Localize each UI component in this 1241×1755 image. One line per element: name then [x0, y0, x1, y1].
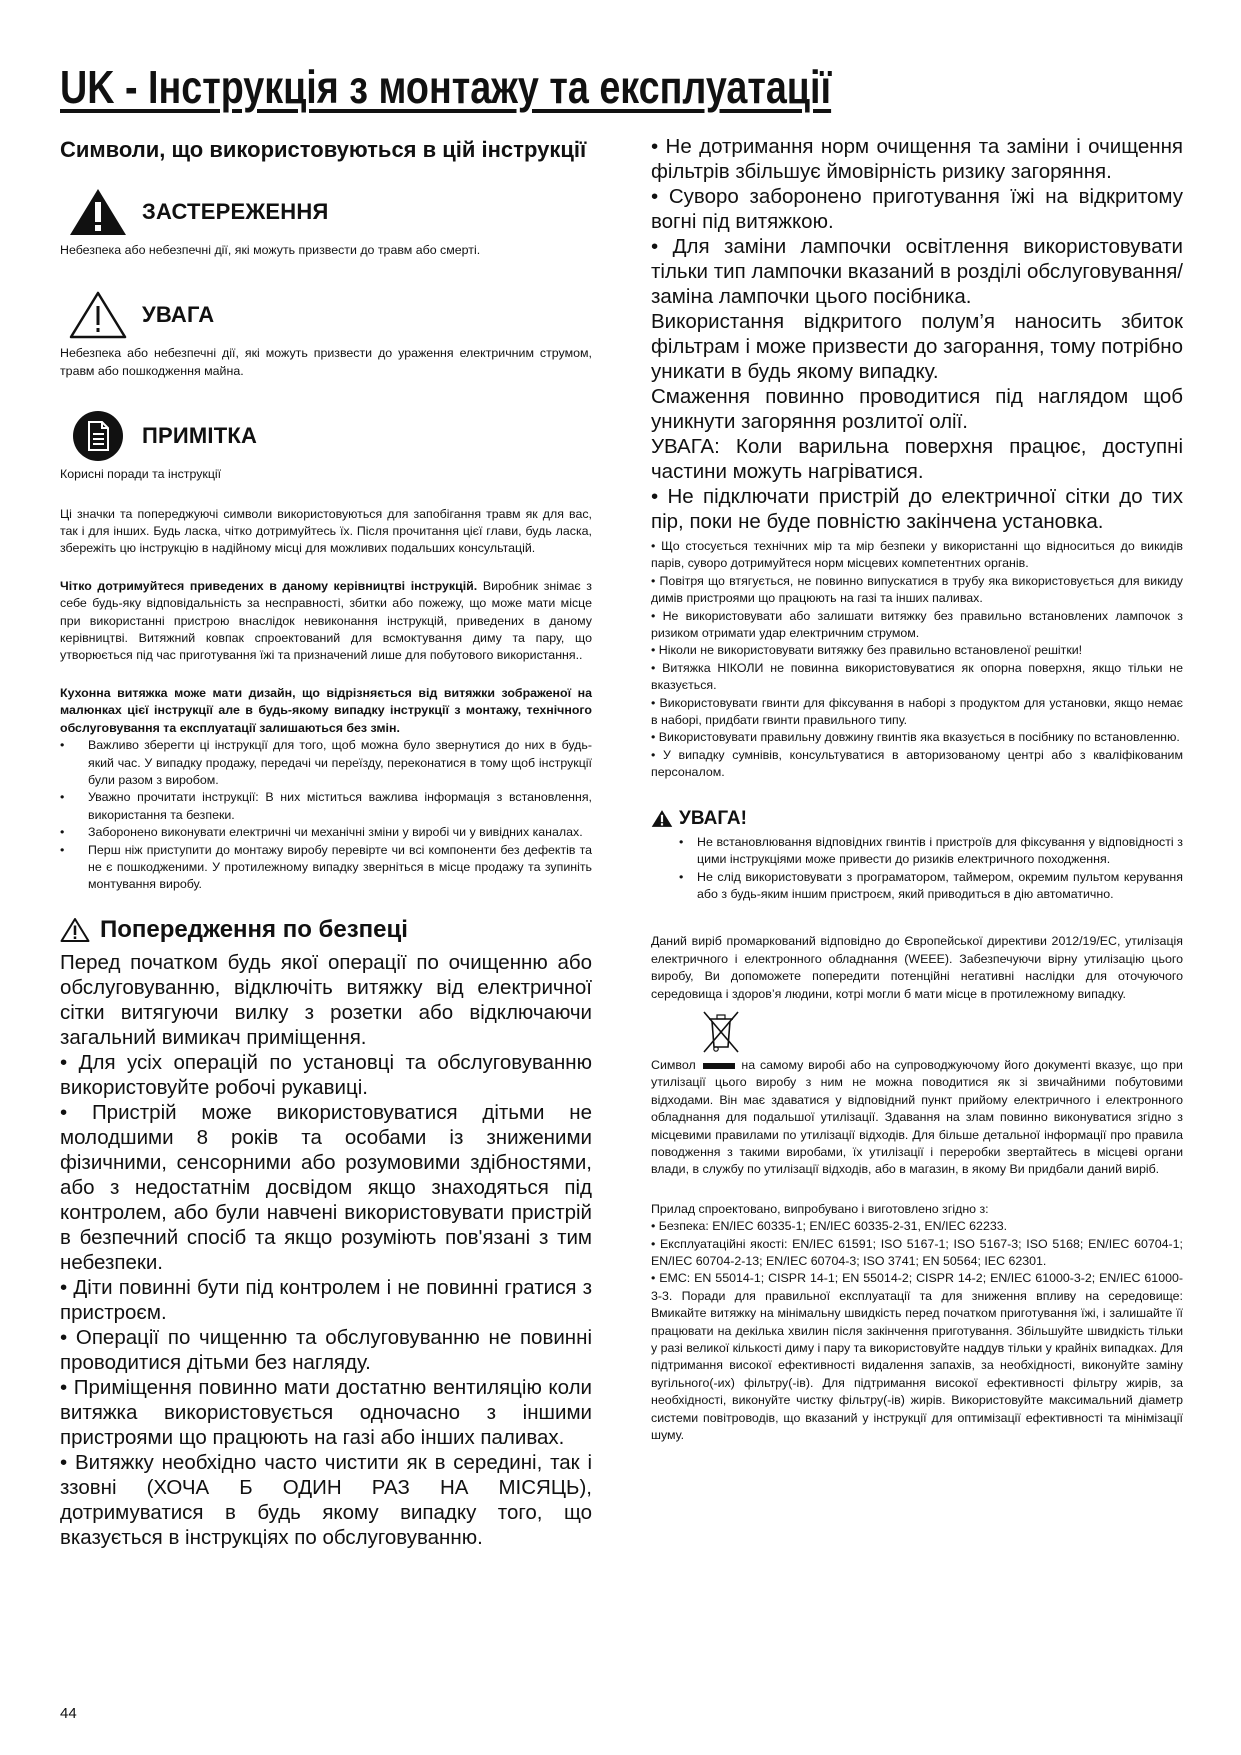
standards-line: • Безпека: EN/IEC 60335-1; EN/IEC 60335-2-31, EN/IEC 62233. — [651, 1219, 1008, 1234]
safety-heading-row — [60, 916, 592, 944]
standards-block — [651, 1201, 1183, 1445]
warning-triangle-filled-icon — [651, 809, 673, 828]
symbol-label-note: ПРИМІТКА — [142, 423, 258, 449]
safety-paragraph: • Витяжку необхідно часто чистити як в середині, так і ззовні (ХОЧА Б ОДИН РАЗ НА МІСЯЦЬ), дотримуватися в будь якому випадку того, що вказується в інструкціях по обслуговуванню. — [60, 1450, 592, 1549]
general-bullets — [60, 737, 592, 894]
safety-paragraph: Смаження повинно проводитися під наглядом щоб уникнути загоряння розлитої олії. — [651, 385, 1183, 433]
standards-line: • EMC: EN 55014-1; CISPR 14-1; EN 55014-2; CISPR 14-2; EN/IEC 61000-3-2; EN/IEC 61000-3-3. Поради для правильної експлуатації та для зниження впливу на середовище: Вмикайте витяжку на мінімальну швидкість перед початком приготування їжі, і залишайте її працювати на декілька хвилин після закінчення приготування. Збільшуйте швидкість тільки у разі великої кількості диму і пару та використовуйте наддув тільки у крайніх випадках. Для підтримання високої ефективності видалення запахів, за необхідності, виконуйте заміну вугільного(-их) фільтру(-ів). Для підтримання високої ефективності фільтру жирів, за необхідності, виконуйте чистку фільтру(-ів) жирів. Використовуйте максимальний діаметр системи повітроводів, що вказаний у інструкції для оптимізації ефективності та мінімізації шуму. — [651, 1271, 1183, 1443]
weee-paragraph: Даний виріб промаркований відповідно до Європейської директиви 2012/19/EC, утилізація електричного і електронного обладнання (WEEE). Забезпечуючи вірну утилізацію цього виробу, Ви допоможете попередити потенційні негативні наслідки для оточуючого середовища і здоров’я людини, котрі могли б мати місце в протилежному випадку. — [651, 934, 1183, 1001]
safety-small-paragraph: • Ніколи не використовувати витяжку без правильно встановленої решітки! — [651, 643, 1083, 658]
warning-triangle-outline-icon — [68, 289, 128, 341]
black-bar-icon — [703, 1063, 735, 1069]
symbol-desc-danger: Небезпека або небезпечні дії, які можуть призвести до травм або смерті. — [60, 243, 481, 257]
symbol-word: Символ — [651, 1057, 696, 1072]
warning-bullets — [651, 834, 1183, 904]
safety-left-text — [60, 950, 592, 1550]
safety-paragraph: УВАГА: Коли варильна поверхня працює, доступні частини можуть нагріватися. — [651, 435, 1183, 483]
symbol-label-caution: УВАГА — [142, 302, 215, 328]
safety-paragraph: • Операції по чищенню та обслуговуванню не повинні проводитися дітьми без нагляду. — [60, 1325, 592, 1374]
standards-line: • Експлуатаційні якості: EN/IEC 61591; ISO 5167-1; ISO 5167-3; ISO 5168; EN/IEC 60704-1; EN/IEC 60704-2-13; EN/IEC 60704-3; ISO 3741; EN 50564; IEC 62301. — [651, 1236, 1183, 1268]
list-item: • Важливо зберегти ці інструкції для того, щоб можна було звернутися до них в будь-який час. У випадку продажу, передачі чи переїзду, переконатися в тому щоб інструкції були разом з виробом. — [60, 737, 592, 789]
safety-paragraph: Використання відкритого полум’я наносить збиток фільтрам і може призвести до загорання, тому потрібно уникати в будь якому випадку. — [651, 310, 1183, 383]
page-title: UK - Інструкція з монтажу та експлуатації — [60, 61, 832, 113]
list-item: • Не слід використовувати з програматором, таймером, окремим пультом керування або з будь-яким іншим пристроєм, який приводиться в дію автоматично. — [679, 869, 1183, 904]
safety-small-paragraph: • Використовувати правильну довжину гвинтів яка вказується в посібнику по встановленню. — [651, 730, 1180, 745]
safety-paragraph: • Приміщення повинно мати достатню вентиляцію коли витяжка використовується одночасно з іншими пристроями що працюють на газі або інших паливах. — [60, 1375, 592, 1449]
symbol-block-note — [60, 410, 592, 483]
safety-right-text — [651, 134, 1183, 534]
safety-small-paragraph: • Використовувати гвинти для фіксування в наборі з продуктом для установки, якщо немає в наборі, придбати гвинти правильного типу. — [651, 695, 1183, 728]
left-column — [60, 136, 592, 1550]
safety-paragraph: • Діти повинні бути під контролем і не повинні гратися з пристроєм. — [60, 1275, 592, 1324]
warning-triangle-outline-icon — [60, 917, 90, 943]
safety-right-small-text — [651, 538, 1183, 782]
safety-small-paragraph: • Повітря що втягується, не повинно випускатися в трубу яка використовується для викиду димів пристроями що працюють на газі та інших паливах. — [651, 573, 1183, 606]
standards-line: Прилад спроектовано, випробувано і виготовлено згідно з: — [651, 1201, 989, 1216]
safety-paragraph: • Суворо заборонено приготування їжі на відкритому вогні під витяжкою. — [651, 185, 1183, 233]
safety-paragraph: • Не підключати пристрій до електричної сітки до тих пір, поки не буде повністю закінчена установка. — [651, 485, 1183, 533]
safety-small-paragraph: • Що стосується технічних мір та мір безпеки у використанні що відноситься до викидів парів, суворо дотримуйтеся норм місцевих компетентних органів. — [651, 539, 1183, 571]
note-document-icon — [68, 410, 128, 462]
right-column — [651, 134, 1183, 1444]
adherence-bold: Чітко дотримуйтеся приведених в даному керівництві інструкцій. — [60, 578, 478, 593]
safety-paragraph: Перед початком будь якої операції по очищенню або обслуговуванню, відключіть витяжку від електричної сітки витягуючи вилку з розетки або відключаючи загальний вимикач приміщення. — [60, 950, 592, 1049]
symbols-heading: Символи, що використовуються в цій інструкції — [60, 137, 587, 162]
safety-paragraph: • Для усіх операцій по установці та обслуговуванню використовуйте робочі рукавиці. — [60, 1050, 592, 1099]
safety-paragraph: • Не дотримання норм очищення та заміни і очищення фільтрів збільшує ймовірність ризику загоряння. — [651, 135, 1183, 183]
warning-triangle-filled-icon — [68, 186, 128, 238]
symbol-label-danger: ЗАСТЕРЕЖЕННЯ — [142, 199, 329, 224]
crossed-bin-icon — [701, 1009, 1183, 1055]
symbol-block-caution — [60, 289, 592, 380]
safety-paragraph: • Пристрій може використовуватися дітьми не молодшими 8 років та особами із зниженими фізичними, сенсорними або розумовими здібностями, або з недостатнім досвідом якщо знаходяться під контролем, або були навчені використовувати пристрій в безпечний спосіб та якщо розуміють пов'язані з тим небезпеки. — [60, 1100, 592, 1274]
list-item: • Перш ніж приступити до монтажу виробу перевірте чи всі компоненти без дефектів та не є пошкодженими. У протилежному випадку зверніться в місце продажу та зупиніть монтування виробу. — [60, 842, 592, 894]
design-note: Кухонна витяжка може мати дизайн, що відрізняється від витяжки зображеної на малюнках цієї інструкції але в будь-якому випадку інструкції з монтажу, технічного обслуговування та експлуатації залишаються без змін. — [60, 685, 592, 735]
safety-paragraph: • Для заміни лампочки освітлення використовувати тільки тип лампочки вказаний в розділі обслуговування/заміна лампочки цього посібника. — [651, 235, 1183, 308]
safety-small-paragraph: • Не використовувати або залишати витяжку без правильно встановлених лампочок з ризиком отримати удар електричним струмом. — [651, 608, 1183, 641]
list-item: • Не встановлювання відповідних гвинтів і пристроїв для фіксування у відповідності з цими інструкціями може привести до ризиків електричного походження. — [679, 834, 1183, 869]
adherence-text: Виробник знімає з себе будь-яку відповідальність за несправності, збитки або пожежу, що може мати місце при використанні пристрою внаслідок невиконання інструкцій, приведених в даному керівництві. Витяжний ковпак спроектований для всмоктування диму та пару, що утворюється під час приготування їжі та призначений лише для побутового використання.. — [60, 578, 592, 663]
symbol-paragraph-text: на самому виробі або на супроводжуючому його документі вказує, що при утилізації цього виробу з ним не можна поводитися як зі звичайними побутовими відходами. Він має здаватися у відповідний пункт прийому електричного і електронного обладнання для подальшої утилізації. Здавання на злам повинно виконуватися згідно з місцевими правилами по утилізації відходів. Для більше детальної інформації про правила поводження з такими виробами, їх утилізації і переробки звертайтесь в місцеві органи влади, в службу по утилізації відходів, або в магазин, в якому Ви придбали даний виріб. — [651, 1057, 1183, 1177]
safety-small-paragraph: • Витяжка НІКОЛИ не повинна використовуватися як опорна поверхня, якщо тільки не вказується. — [651, 660, 1183, 693]
list-item: • Уважно прочитати інструкції: В них міститься важлива інформація з встановлення, використання та безпеки. — [60, 789, 592, 824]
safety-heading: Попередження по безпеці — [100, 915, 408, 943]
list-item: • Заборонено виконувати електричні чи механічні зміни у виробі чи у вивідних каналах. — [60, 824, 592, 841]
intro-paragraph: Ці значки та попереджуючі символи використовуються для запобігання травм як для вас, так і для інших. Будь ласка, чітко дотримуйтесь їх. Після прочитання цієї глави, будь ласка, збережіть цю інструкцію в надійному місці для можливих подальших консультацій. — [60, 506, 592, 556]
page-number: 44 — [60, 1705, 77, 1722]
symbol-paragraph — [651, 1057, 1183, 1179]
warning-heading: УВАГА! — [679, 807, 747, 829]
safety-small-paragraph: • У випадку сумнівів, консультуватися в авторизованому центрі або з кваліфікованим персоналом. — [651, 747, 1183, 780]
adherence-paragraph — [60, 578, 592, 665]
symbol-block-danger — [60, 186, 592, 259]
warning-heading-row — [651, 808, 1183, 830]
symbol-desc-note: Корисні поради та інструкції — [60, 467, 222, 482]
symbol-desc-caution: Небезпека або небезпечні дії, які можуть призвести до ураження електричним струмом, травм або пошкодження майна. — [60, 346, 592, 378]
